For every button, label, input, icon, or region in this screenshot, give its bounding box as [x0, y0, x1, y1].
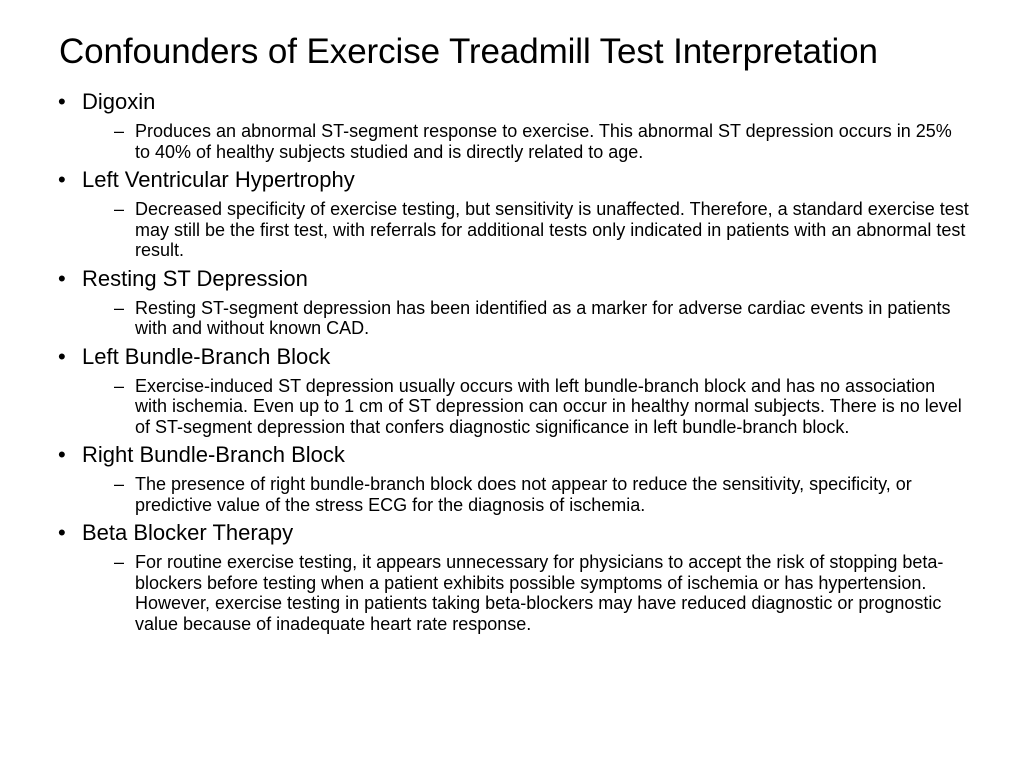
bullet-marker: • — [58, 167, 66, 192]
bullet-detail: Exercise-induced ST depression usually occurs with left bundle-branch block and has no association with ischemia. Even up to 1 cm of ST depression can occur in healthy normal subjects. There is no level of ST-segment depression that confers diagnostic significance in left bundle-branch block. — [135, 375, 962, 437]
bullet-marker: • — [58, 265, 66, 291]
bullet-marker: • — [58, 89, 66, 114]
bullet-heading: Left Ventricular Hypertrophy — [82, 167, 355, 192]
slide-title: Confounders of Exercise Treadmill Test Interpretation — [59, 32, 878, 71]
sub-bullet-marker: – — [114, 297, 125, 318]
bullet-item-beta-blocker — [58, 518, 978, 634]
sub-bullet-marker: – — [114, 474, 125, 494]
bullet-item-resting-st — [58, 264, 978, 342]
bullet-heading: Beta Blocker Therapy — [82, 520, 294, 545]
bullet-item-digoxin — [58, 87, 978, 165]
bullet-detail: Produces an abnormal ST-segment response to exercise. This abnormal ST depression occurs in 25% to 40% of healthy subjects studied and is directly related to age. — [135, 121, 952, 162]
bullet-item-rbbb — [58, 440, 978, 518]
bullet-heading: Resting ST Depression — [82, 265, 308, 291]
bullet-heading: Left Bundle-Branch Block — [82, 343, 331, 369]
bullet-heading: Right Bundle-Branch Block — [82, 442, 345, 467]
bullet-item-lvh — [58, 165, 978, 264]
sub-bullet-marker: – — [114, 375, 125, 396]
bullet-marker: • — [58, 343, 66, 369]
bullet-detail: For routine exercise testing, it appears unnecessary for physicians to accept the risk of stopping beta-blockers before testing when a patient exhibits possible symptoms of ischemia or has hypertension. However, exercise testing in patients taking beta-blockers may have reduced diagnostic or prognostic value because of inadequate heart rate response. — [135, 552, 944, 634]
bullet-detail: Decreased specificity of exercise testing, but sensitivity is unaffected. Therefore, a standard exercise test may still be the first test, with referrals for additional tests only indicated in patients with an abnormal test result. — [135, 199, 969, 260]
bullet-item-lbbb — [58, 342, 978, 441]
bullet-marker: • — [58, 520, 66, 545]
bullet-marker: • — [58, 442, 66, 467]
bullet-list — [58, 87, 978, 634]
bullet-heading: Digoxin — [82, 89, 156, 114]
bullet-detail: The presence of right bundle-branch block does not appear to reduce the sensitivity, specificity, or predictive value of the stress ECG for the diagnosis of ischemia. — [135, 474, 912, 515]
sub-bullet-marker: – — [114, 199, 125, 219]
sub-bullet-marker: – — [114, 552, 125, 572]
sub-bullet-marker: – — [114, 121, 125, 141]
bullet-detail: Resting ST-segment depression has been identified as a marker for adverse cardiac events in patients with and without known CAD. — [135, 297, 951, 338]
